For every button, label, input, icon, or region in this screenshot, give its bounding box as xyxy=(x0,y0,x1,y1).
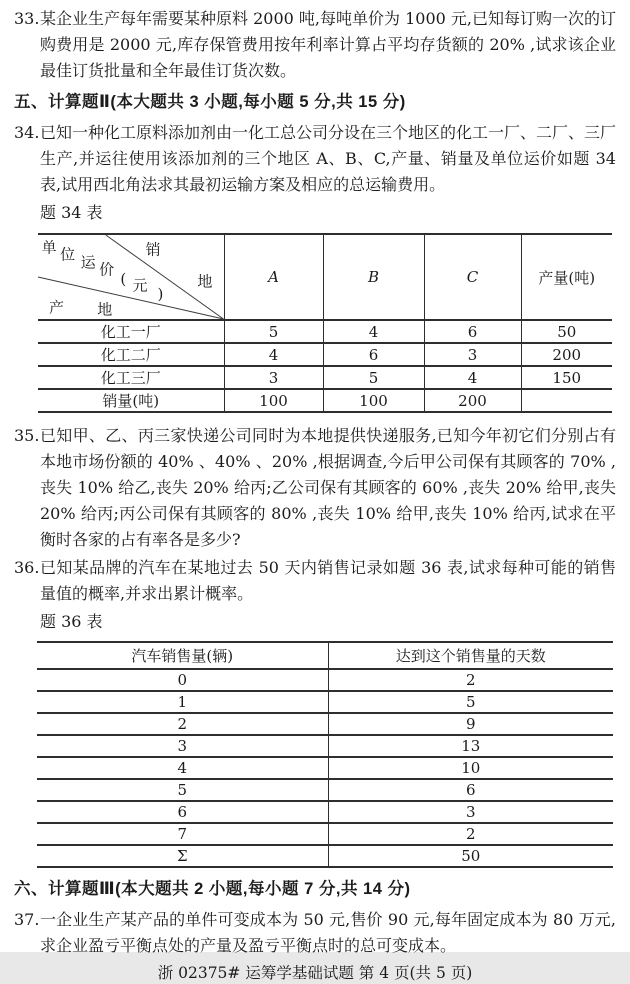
question-number: 36. xyxy=(14,558,40,577)
table-row xyxy=(38,366,612,389)
column-header: B xyxy=(323,234,424,320)
table-cell: 100 xyxy=(323,389,424,412)
diagonal-char: 产 xyxy=(49,298,65,317)
table-cell: 0 xyxy=(37,669,328,691)
table-36 xyxy=(37,641,613,868)
table-cell: 100 xyxy=(224,389,323,412)
table-cell xyxy=(521,389,612,412)
question-text: 已知某品牌的汽车在某地过去 50 天内销售记录如题 36 表,试求每种可能的销售量值的概率,并求出累计概率。 xyxy=(40,558,616,603)
table-cell: 3 xyxy=(224,366,323,389)
diagonal-char: 销 xyxy=(145,240,161,259)
table-34-caption: 题 34 表 xyxy=(40,203,103,222)
question-36 xyxy=(14,555,616,607)
table-row xyxy=(37,669,613,691)
question-35 xyxy=(14,423,616,553)
table-36-caption: 题 36 表 xyxy=(40,612,103,631)
table-36-header-row xyxy=(37,642,613,669)
table-row xyxy=(37,757,613,779)
table-cell: 200 xyxy=(521,343,612,366)
question-text: 某企业生产每年需要某种原料 2000 吨,每吨单价为 1000 元,已知每订购一次的订购费用是 2000 元,库存保管费用按年利率计算占平均存货额的 20% ,试求该企业最佳订货批量和全年最佳订货次数。 xyxy=(40,9,616,80)
table-cell: 10 xyxy=(328,757,613,779)
diagonal-char: ) xyxy=(157,284,164,303)
row-label: 化工二厂 xyxy=(38,343,224,366)
question-text: 一企业生产某产品的单件可变成本为 50 元,售价 90 元,每年固定成本为 80 万元,求企业盈亏平衡点处的产量及盈亏平衡点时的总可变成本。 xyxy=(40,910,616,955)
table-cell: 4 xyxy=(323,320,424,343)
column-header: 产量(吨) xyxy=(521,234,612,320)
diagonal-char: 位 xyxy=(60,245,76,264)
table-cell: 2 xyxy=(328,823,613,845)
diagonal-char: ( xyxy=(120,269,127,288)
diagonal-char: 元 xyxy=(132,276,148,295)
table-34 xyxy=(38,233,612,413)
table-cell: 5 xyxy=(328,691,613,713)
table-cell: 4 xyxy=(37,757,328,779)
table-row xyxy=(37,823,613,845)
table-cell: 6 xyxy=(323,343,424,366)
question-33 xyxy=(14,6,616,84)
table-cell: 50 xyxy=(521,320,612,343)
column-header: 汽车销售量(辆) xyxy=(37,642,328,669)
table-cell: 1 xyxy=(37,691,328,713)
section-heading-5: 五、计算题Ⅱ(本大题共 3 小题,每小题 5 分,共 15 分) xyxy=(14,93,406,111)
table-row xyxy=(37,713,613,735)
diagonal-char: 地 xyxy=(97,300,113,319)
table-34-header-row xyxy=(38,234,612,320)
table-cell: 6 xyxy=(424,320,521,343)
table-cell: 13 xyxy=(328,735,613,757)
column-header: C xyxy=(424,234,521,320)
question-number: 33. xyxy=(14,9,40,28)
table-row xyxy=(37,845,613,867)
question-number: 37. xyxy=(14,910,40,929)
row-label: 销量(吨) xyxy=(38,389,224,412)
table-cell: 3 xyxy=(424,343,521,366)
table-row xyxy=(37,691,613,713)
table-cell: 2 xyxy=(37,713,328,735)
table-row xyxy=(38,389,612,412)
page-footer: 浙 02375# 运筹学基础试题 第 4 页(共 5 页) xyxy=(157,964,473,982)
table-row xyxy=(38,320,612,343)
column-header: 达到这个销售量的天数 xyxy=(328,642,613,669)
section-heading-6: 六、计算题Ⅲ(本大题共 2 小题,每小题 7 分,共 14 分) xyxy=(14,880,411,898)
diagonal-char: 地 xyxy=(197,272,213,291)
table-cell: 9 xyxy=(328,713,613,735)
table-cell: 3 xyxy=(328,801,613,823)
table-row xyxy=(37,801,613,823)
diagonal-header-cell xyxy=(38,234,224,320)
table-cell: 4 xyxy=(224,343,323,366)
question-37 xyxy=(14,907,616,959)
table-cell: 7 xyxy=(37,823,328,845)
question-number: 35. xyxy=(14,426,40,445)
table-cell: 6 xyxy=(37,801,328,823)
question-number: 34. xyxy=(14,123,40,142)
question-34 xyxy=(14,120,616,198)
table-cell: Σ xyxy=(37,845,328,867)
table-cell: 4 xyxy=(424,366,521,389)
table-cell: 2 xyxy=(328,669,613,691)
diagonal-char: 运 xyxy=(80,253,96,272)
row-label: 化工三厂 xyxy=(38,366,224,389)
diagonal-char: 价 xyxy=(99,260,115,279)
table-row xyxy=(38,343,612,366)
diagonal-char: 单 xyxy=(41,238,57,257)
question-text: 已知甲、乙、丙三家快递公司同时为本地提供快递服务,已知今年初它们分别占有本地市场份额的 40% 、40% 、20% ,根据调查,今后甲公司保有其顾客的 70% ,丧失 10% 给乙,丧失 20% 给丙;乙公司保有其顾客的 60% ,丧失 20% 给甲,丧失 20% 给丙;丙公司保有其顾客的 80% ,丧失 10% 给甲,丧失 10% 给丙,试求在平衡时各家的占有率各是多少? xyxy=(40,426,616,549)
table-cell: 150 xyxy=(521,366,612,389)
table-cell: 6 xyxy=(328,779,613,801)
column-header: A xyxy=(224,234,323,320)
table-cell: 3 xyxy=(37,735,328,757)
question-text: 已知一种化工原料添加剂由一化工总公司分设在三个地区的化工一厂、二厂、三厂生产,并运往使用该添加剂的三个地区 A、B、C,产量、销量及单位运价如题 34 表,试用西北角法求其最初运输方案及相应的总运输费用。 xyxy=(40,123,617,194)
table-row xyxy=(37,779,613,801)
table-cell: 200 xyxy=(424,389,521,412)
table-cell: 5 xyxy=(37,779,328,801)
table-row xyxy=(37,735,613,757)
table-cell: 5 xyxy=(224,320,323,343)
row-label: 化工一厂 xyxy=(38,320,224,343)
table-cell: 5 xyxy=(323,366,424,389)
table-cell: 50 xyxy=(328,845,613,867)
